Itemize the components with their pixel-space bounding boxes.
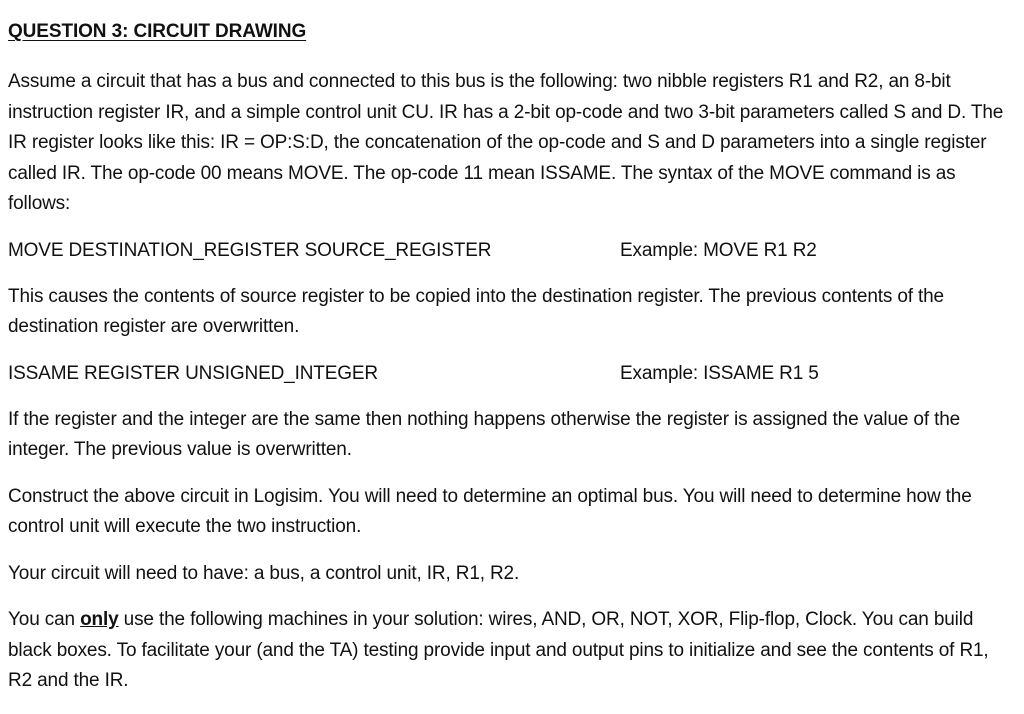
question-heading: QUESTION 3: CIRCUIT DRAWING	[8, 21, 307, 42]
requirements-paragraph: Your circuit will need to have: a bus, a control unit, IR, R1, R2.	[8, 562, 520, 584]
issame-description: If the register and the integer are the same then nothing happens otherwise the register is assigned the value of the integer. The previous value is overwritten.	[8, 408, 961, 460]
construct-paragraph: Construct the above circuit in Logisim. You will need to determine an optimal bus. You will need to determine how the control unit will execute the two instruction.	[8, 485, 972, 537]
move-syntax-row	[8, 236, 1016, 266]
issame-syntax-row	[8, 359, 1016, 389]
issame-syntax: ISSAME REGISTER UNSIGNED_INTEGER	[8, 362, 378, 384]
issame-example: Example: ISSAME R1 5	[620, 362, 819, 384]
move-description: This causes the contents of source register to be copied into the destination register. The previous contents of the destination register are overwritten.	[8, 285, 944, 337]
machines-rest: use the following machines in your solution: wires, AND, OR, NOT, XOR, Flip-flop, Clock. You can build black boxes. To facilitate your (and the TA) testing provide input and output pins to initialize and see the contents of R1, R2 and the IR.	[8, 609, 989, 691]
machines-emphasis: only	[80, 609, 119, 630]
intro-paragraph: Assume a circuit that has a bus and connected to this bus is the following: two nibble registers R1 and R2, an 8-bit instruction register IR, and a simple control unit CU. IR has a 2-bit op-code and two 3-bit parameters called S and D. The IR register looks like this: IR = OP:S:D, the concatenation of the op-code and S and D parameters into a single register called IR. The op-code 00 means MOVE. The op-code 11 mean ISSAME. The syntax of the MOVE command is as follows:	[8, 71, 1004, 214]
document-page	[8, 18, 1016, 697]
machines-paragraph	[8, 605, 1016, 697]
move-syntax: MOVE DESTINATION_REGISTER SOURCE_REGISTER	[8, 239, 492, 261]
move-example: Example: MOVE R1 R2	[620, 239, 817, 261]
machines-prefix: You can	[8, 609, 81, 630]
